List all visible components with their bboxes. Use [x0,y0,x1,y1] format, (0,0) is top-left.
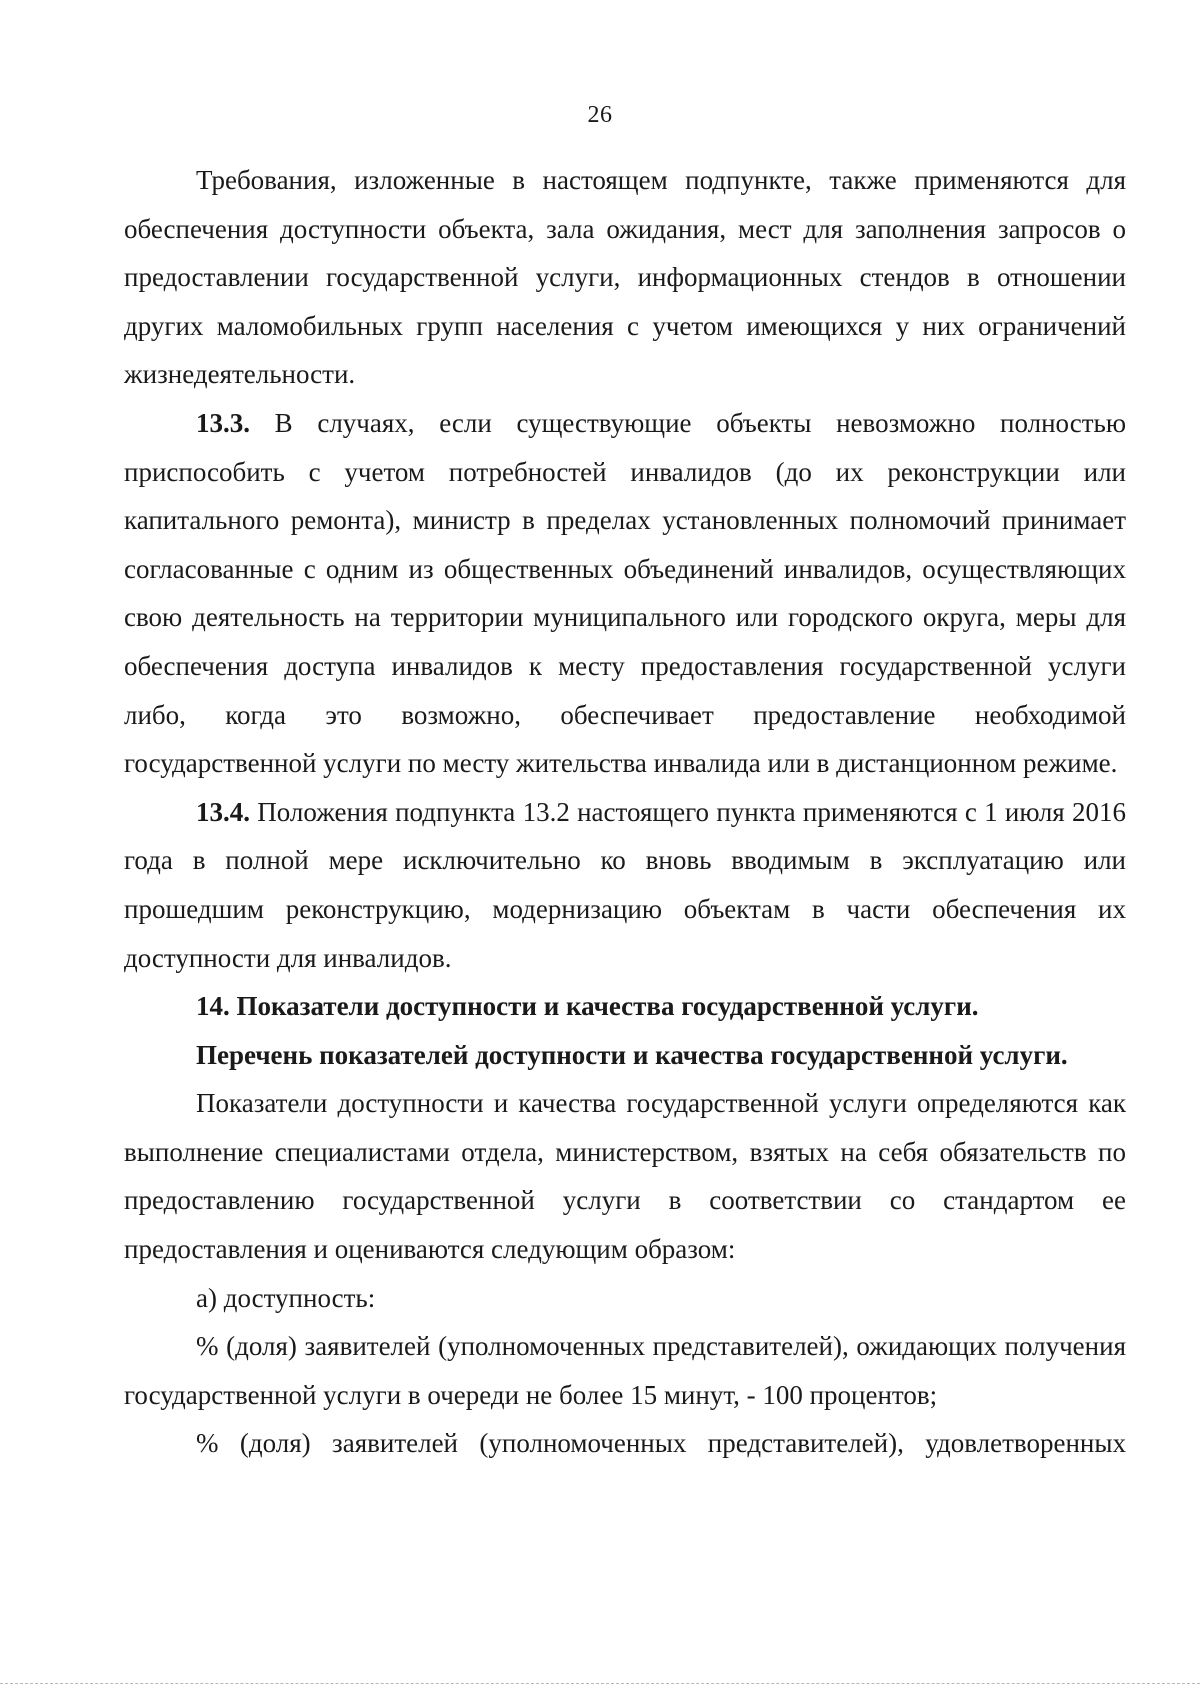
paragraph-waiting-time-indicator: % (доля) заявителей (уполномоченных представителей), ожидающих получения государственной услуги в очереди не более 15 минут, - 100 процентов; [124,1331,1126,1410]
paragraph-13-4 [124,788,1126,982]
paragraph-satisfied-applicants-indicator: % (доля) заявителей (уполномоченных представителей), удовлетворенных [196,1428,1126,1459]
section-heading-14: 14. Показатели доступности и качества государственной услуги. [196,991,979,1022]
list-item-accessibility: а) доступность: [196,1282,376,1313]
clause-number-13-4: 13.4. [196,796,250,827]
clause-text-13-3: В случаях, если существующие объекты невозможно полностью приспособить с учетом потребностей инвалидов (до их реконструкции или капитального ремонта), министр в пределах установленных полномочий принимает согласованные с одним из общественных объединений инвалидов, осуществляющих свою деятельность на территории муниципального или городского округа, меры для обеспечения доступа инвалидов к месту предоставления государственной услуги либо, когда это возможно, обеспечивает предоставление необходимой государственной услуги по месту жительства инвалида или в дистанционном режиме. [124,407,1126,779]
clause-text-13-4: Положения подпункта 13.2 настоящего пункта применяются с 1 июля 2016 года в полной мере исключительно ко вновь вводимым в эксплуатацию или прошедшим реконструкцию, модернизацию объектам в части обеспечения их доступности для инвалидов. [124,796,1126,973]
paragraph-accessibility-requirements: Требования, изложенные в настоящем подпункте, также применяются для обеспечения доступности объекта, зала ожидания, мест для заполнения запросов о предоставлении государственной услуги, информационных стендов в отношении других маломобильных групп населения с учетом имеющихся у них ограничений жизнедеятельности. [124,165,1126,390]
paragraph-13-3 [124,399,1126,788]
scan-bottom-edge [0,1683,1200,1684]
page-number: 26 [587,102,613,128]
document-body [124,156,1126,1468]
clause-number-13-3: 13.3. [196,407,250,438]
paragraph-indicators-definition: Показатели доступности и качества государственной услуги определяются как выполнение специалистами отдела, министерством, взятых на себя обязательств по предоставлению государственной услуги в соответствии со стандартом ее предоставления и оцениваются следующим образом: [124,1088,1126,1265]
subsection-heading-indicators-list: Перечень показателей доступности и качества государственной услуги. [196,1039,1068,1070]
